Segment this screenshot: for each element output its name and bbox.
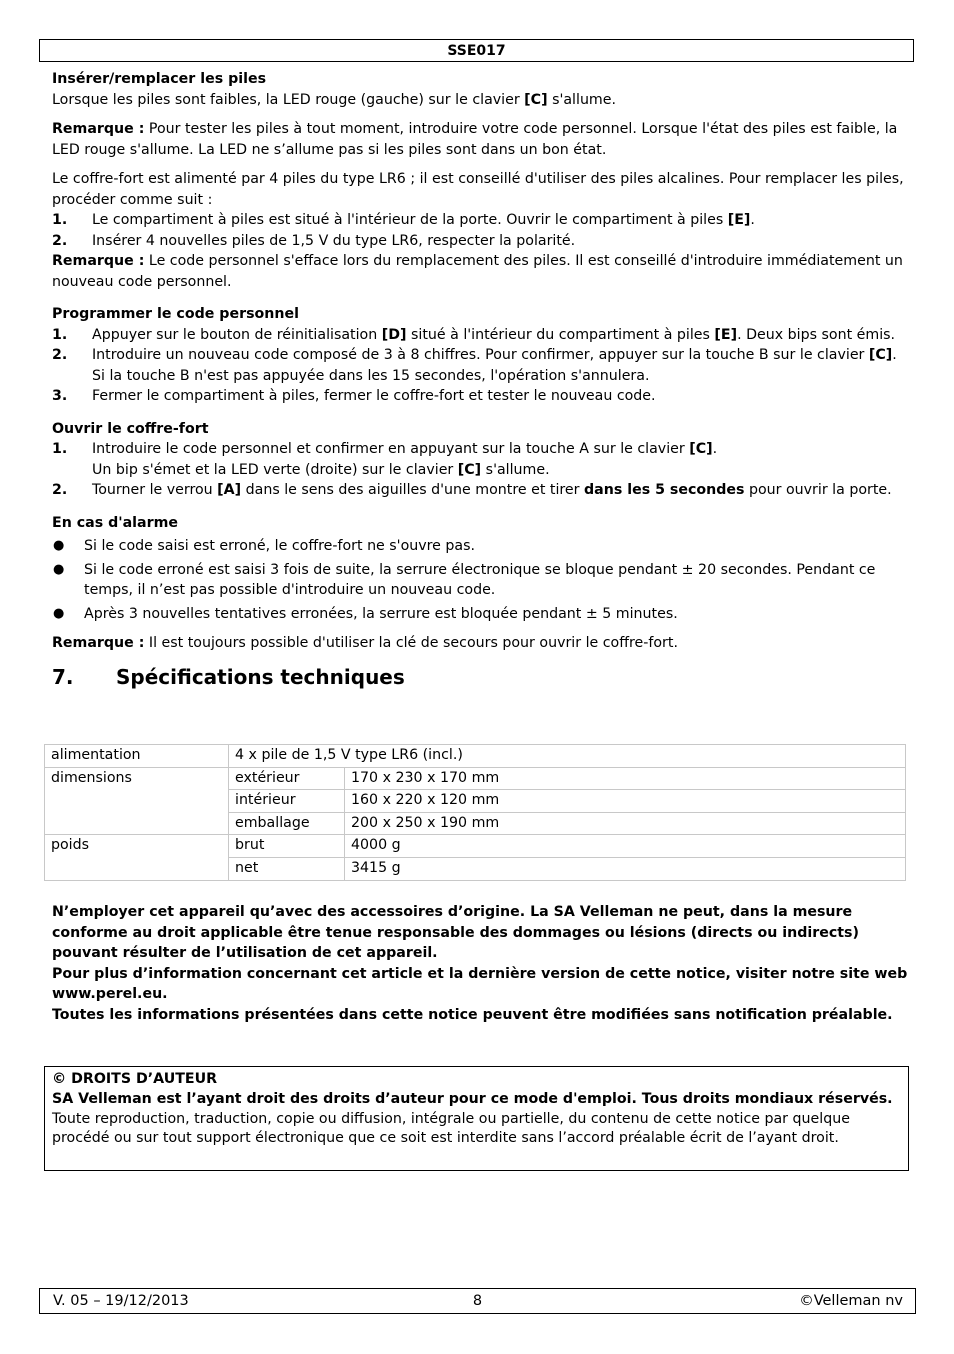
list-item: ● Si le code saisi est erroné, le coffre-fort ne s'ouvre pas. — [53, 538, 476, 554]
list-item: 2. Introduire un nouveau code composé de 3 à 8 chiffres. Pour confirmer, appuyer sur la touche B sur le clavier [C]. Si la touche B n'est pas appuyée dans les 15 secondes, l'opération s'annulera. — [52, 347, 897, 384]
list-item: 1. Le compartiment à piles est situé à l'intérieur de la porte. Ouvrir le compartiment à piles [E]. — [52, 212, 755, 228]
version-date: V. 05 – 19/12/2013 — [53, 1293, 189, 1309]
batteries-note-reset: Remarque : Le code personnel s'efface lors du remplacement des piles. Il est conseillé d'introduire immédiatement un nouveau code personnel. — [52, 253, 903, 290]
disclaimer-accessories: N’employer cet appareil qu’avec des accessoires d’origine. La SA Velleman ne peut, dans la mesure conforme au droit applicable être tenue responsable des dommages ou lésions (directs ou indirects) pouvant résulter de l’utilisation de cet appareil. — [52, 904, 859, 961]
list-item: ● Après 3 nouvelles tentatives erronées, la serrure est bloquée pendant ± 5 minutes. — [53, 605, 678, 622]
alarm-list — [52, 536, 908, 624]
heading-open-safe: Ouvrir le coffre-fort — [52, 420, 209, 437]
page-content — [52, 69, 908, 690]
batteries-power-info: Le coffre-fort est alimenté par 4 piles du type LR6 ; il est conseillé d'utiliser des piles alcalines. Pour remplacer les piles, procéder comme suit : — [52, 171, 904, 208]
specs-table — [44, 744, 906, 881]
spec-value: 200 x 250 x 190 mm — [345, 812, 906, 835]
heading-program-code: Programmer le code personnel — [52, 306, 299, 322]
table-row — [45, 745, 906, 768]
spec-sublabel: extérieur — [229, 767, 345, 790]
spec-sublabel: brut — [229, 835, 345, 858]
page-footer — [39, 1288, 916, 1314]
page-header — [39, 39, 914, 62]
spec-value: 3415 g — [345, 857, 906, 880]
copyright-title: © DROITS D’AUTEUR — [52, 1071, 218, 1087]
copyright-box — [44, 1066, 909, 1171]
list-item: 2. Insérer 4 nouvelles piles de 1,5 V du type LR6, respecter la polarité. — [52, 232, 576, 249]
disclaimer-changes: Toutes les informations présentées dans cette notice peuvent être modifiées sans notification préalable. — [52, 1006, 893, 1023]
section-title-specs: 7. Spécifications techniques — [52, 664, 405, 689]
page-number: 8 — [472, 1293, 483, 1309]
copyright-statement: SA Velleman est l’ayant droit des droits d’auteur pour ce mode d'emploi. Tous droits mondiaux réservés. — [52, 1090, 893, 1107]
spec-label: alimentation — [45, 745, 229, 768]
spec-sublabel: net — [229, 857, 345, 880]
list-item: 2. Tourner le verrou [A] dans le sens des aiguilles d'une montre et tirer dans les 5 secondes pour ouvrir la porte. — [52, 482, 892, 498]
disclaimer-more-info: Pour plus d’information concernant cet article et la dernière version de cette notice, visiter notre site web www.perel.eu. — [52, 965, 908, 1002]
battery-steps — [52, 210, 908, 251]
spec-value: 170 x 230 x 170 mm — [345, 767, 906, 790]
batteries-intro: Lorsque les piles sont faibles, la LED rouge (gauche) sur le clavier [C] s'allume. — [52, 91, 616, 108]
alarm-note: Remarque : Il est toujours possible d'utiliser la clé de secours pour ouvrir le coffre-fort. — [52, 635, 678, 651]
spec-label: dimensions — [45, 767, 229, 835]
heading-alarm: En cas d'alarme — [52, 514, 179, 531]
heading-batteries: Insérer/remplacer les piles — [52, 71, 267, 87]
program-steps — [52, 325, 908, 407]
list-item: ● Si le code erroné est saisi 3 fois de suite, la serrure électronique se bloque pendant ± 20 secondes. Pendant ce temps, il n’est pas possible d'introduire un nouveau code. — [53, 561, 876, 598]
spec-label: poids — [45, 835, 229, 880]
copyright-text: Toute reproduction, traduction, copie ou diffusion, intégrale ou partielle, du contenu de cette notice par quelque procédé ou sur tout support électronique que ce soit est interdite sans l’accord préalable écrit de l’ayant droit. — [52, 1110, 850, 1147]
table-row — [45, 835, 906, 858]
model-number: SSE017 — [447, 43, 506, 59]
spec-sublabel: intérieur — [229, 790, 345, 813]
table-row — [45, 767, 906, 790]
spec-value: 4 x pile de 1,5 V type LR6 (incl.) — [229, 745, 906, 768]
spec-value: 160 x 220 x 120 mm — [345, 790, 906, 813]
footer-copyright: ©Velleman nv — [799, 1293, 903, 1309]
open-steps — [52, 439, 908, 501]
spec-sublabel: emballage — [229, 812, 345, 835]
batteries-note-test: Remarque : Pour tester les piles à tout moment, introduire votre code personnel. Lorsque l'état des piles est faible, la LED rouge s'allume. La LED ne s’allume pas si les piles sont dans un bon état. — [52, 121, 898, 158]
disclaimer — [52, 902, 908, 1025]
list-item: 3. Fermer le compartiment à piles, fermer le coffre-fort et tester le nouveau code. — [52, 388, 656, 404]
list-item: 1. Appuyer sur le bouton de réinitialisation [D] situé à l'intérieur du compartiment à piles [E]. Deux bips sont émis. — [52, 326, 896, 343]
list-item: 1. Introduire le code personnel et confirmer en appuyant sur la touche A sur le clavier [C]. Un bip s'émet et la LED verte (droite) sur le clavier [C] s'allume. — [52, 441, 718, 478]
spec-value: 4000 g — [345, 835, 906, 858]
